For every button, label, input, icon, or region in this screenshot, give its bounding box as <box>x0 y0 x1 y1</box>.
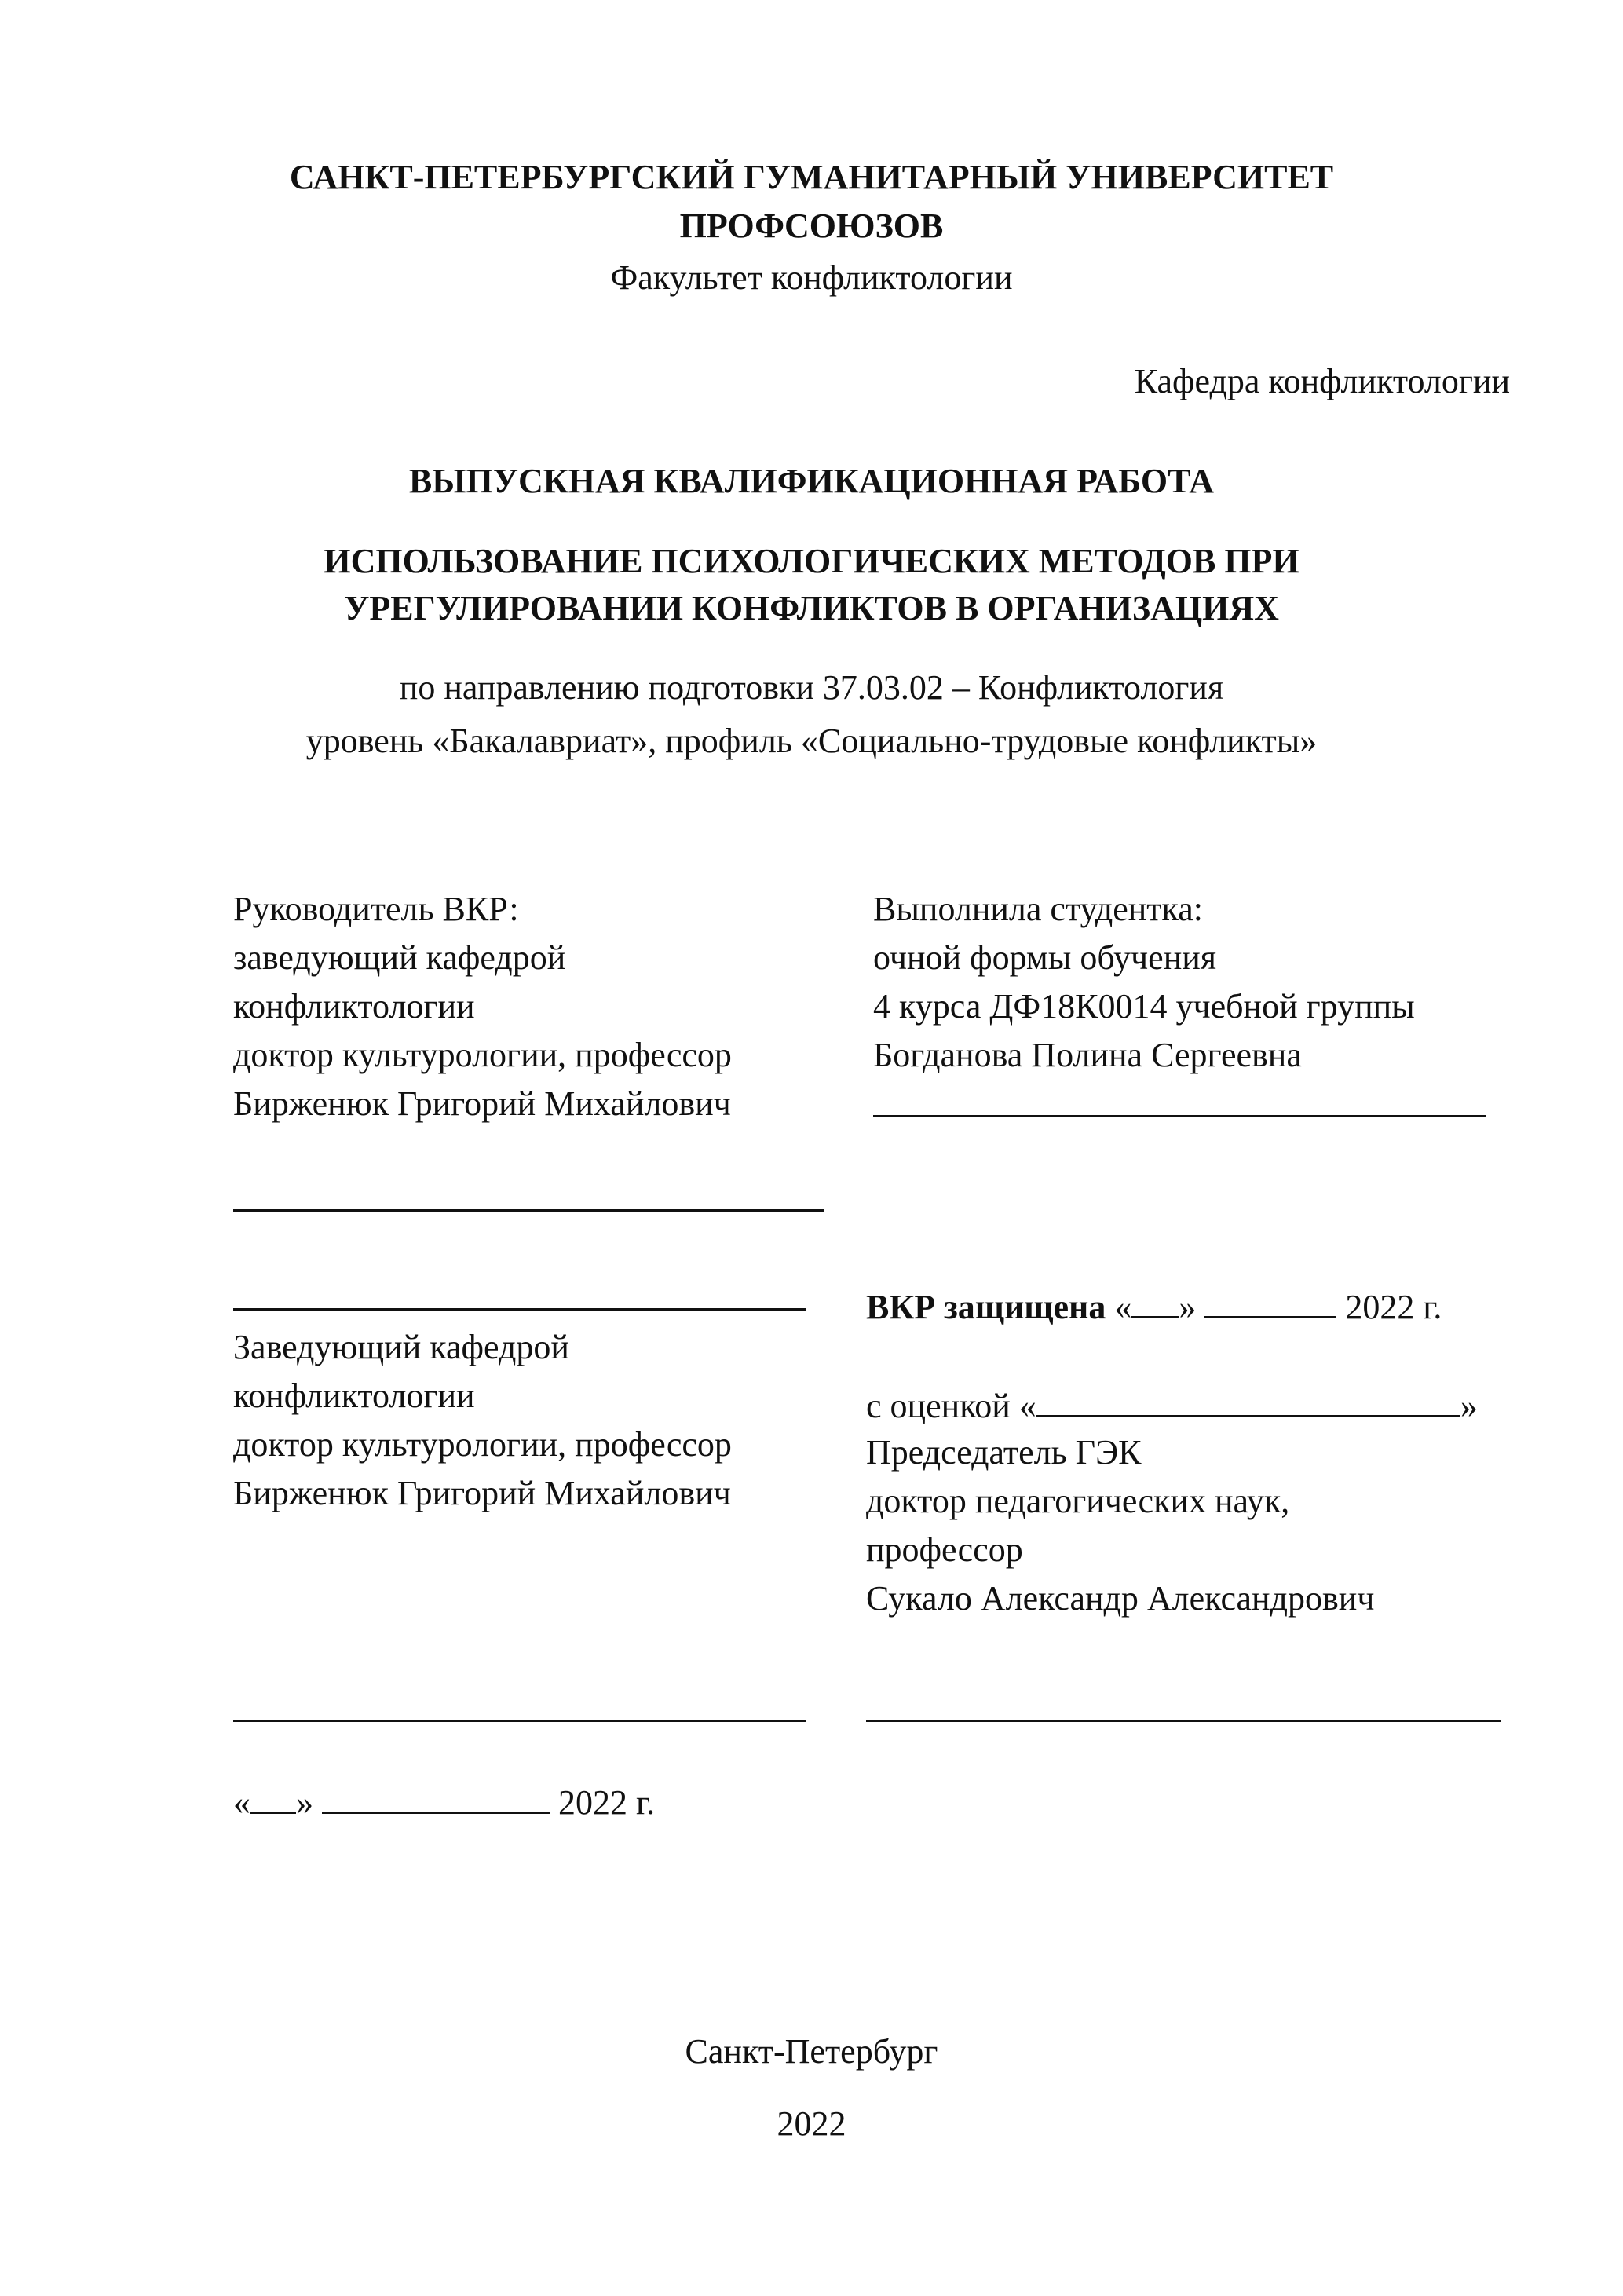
work-type-title: ВЫПУСКНАЯ КВАЛИФИКАЦИОННАЯ РАБОТА <box>408 462 1215 500</box>
grade-label: с оценкой « <box>866 1387 1036 1425</box>
supervisor-line: заведующий кафедрой <box>233 938 566 977</box>
quote-open: « <box>1114 1288 1132 1326</box>
student-heading: Выполнила студентка: <box>873 890 1203 928</box>
student-name: Богданова Полина Сергеевна <box>873 1036 1302 1074</box>
year: 2022 <box>777 2104 846 2143</box>
date-year: 2022 г. <box>558 1783 656 1822</box>
chair-line: Председатель ГЭК <box>866 1433 1142 1472</box>
chair-signature-line <box>866 1688 1501 1731</box>
grade-line <box>866 1384 1478 1427</box>
month-blank <box>1204 1285 1336 1318</box>
faculty-name: Факультет конфликтологии <box>610 258 1013 297</box>
quote-open: « <box>233 1783 250 1822</box>
supervisor-line: конфликтологии <box>233 987 475 1026</box>
head-line: доктор культурологии, профессор <box>233 1425 732 1464</box>
head-name: Бирженюк Григорий Михайлович <box>233 1474 731 1512</box>
chair-line: доктор педагогических наук, <box>866 1482 1290 1520</box>
department-name: Кафедра конфликтологии <box>1134 362 1510 400</box>
direction-line: по направлению подготовки 37.03.02 – Конфликтология <box>399 668 1224 707</box>
university-name-line1: САНКТ-ПЕТЕРБУРГСКИЙ ГУМАНИТАРНЫЙ УНИВЕРСИТЕТ <box>289 158 1334 196</box>
defense-label: ВКР защищена <box>866 1288 1106 1326</box>
supervisor-line: доктор культурологии, профессор <box>233 1036 732 1074</box>
head-signature-line <box>233 1277 806 1320</box>
chair-name: Сукало Александр Александрович <box>866 1579 1375 1618</box>
quote-close: » <box>296 1783 313 1822</box>
head-signature-line-2 <box>233 1688 806 1731</box>
chair-line: профессор <box>866 1530 1023 1569</box>
topic-line-1: ИСПОЛЬЗОВАНИЕ ПСИХОЛОГИЧЕСКИХ МЕТОДОВ ПРИ <box>324 542 1299 580</box>
university-name-line2: ПРОФСОЮЗОВ <box>679 207 944 245</box>
grade-close: » <box>1460 1387 1478 1425</box>
level-profile-line: уровень «Бакалавриат», профиль «Социально-трудовые конфликты» <box>305 722 1318 760</box>
month-blank <box>322 1780 550 1814</box>
student-signature-line <box>873 1084 1486 1127</box>
head-line: конфликтологии <box>233 1377 475 1415</box>
quote-close: » <box>1179 1288 1197 1326</box>
city: Санкт-Петербург <box>685 2032 938 2071</box>
student-line: 4 курса ДФ18К0014 учебной группы <box>873 987 1415 1026</box>
grade-blank <box>1036 1384 1460 1417</box>
supervisor-name: Бирженюк Григорий Михайлович <box>233 1084 731 1123</box>
day-blank <box>1131 1285 1179 1318</box>
topic-line-2: УРЕГУЛИРОВАНИИ КОНФЛИКТОВ В ОРГАНИЗАЦИЯХ <box>344 589 1279 627</box>
head-line: Заведующий кафедрой <box>233 1328 569 1366</box>
supervisor-heading: Руководитель ВКР: <box>233 890 519 928</box>
student-line: очной формы обучения <box>873 938 1217 977</box>
date-line <box>233 1780 655 1823</box>
defense-year: 2022 г. <box>1345 1288 1442 1326</box>
defense-date-line <box>866 1285 1442 1328</box>
day-blank <box>250 1780 296 1814</box>
supervisor-signature-line <box>233 1178 824 1221</box>
